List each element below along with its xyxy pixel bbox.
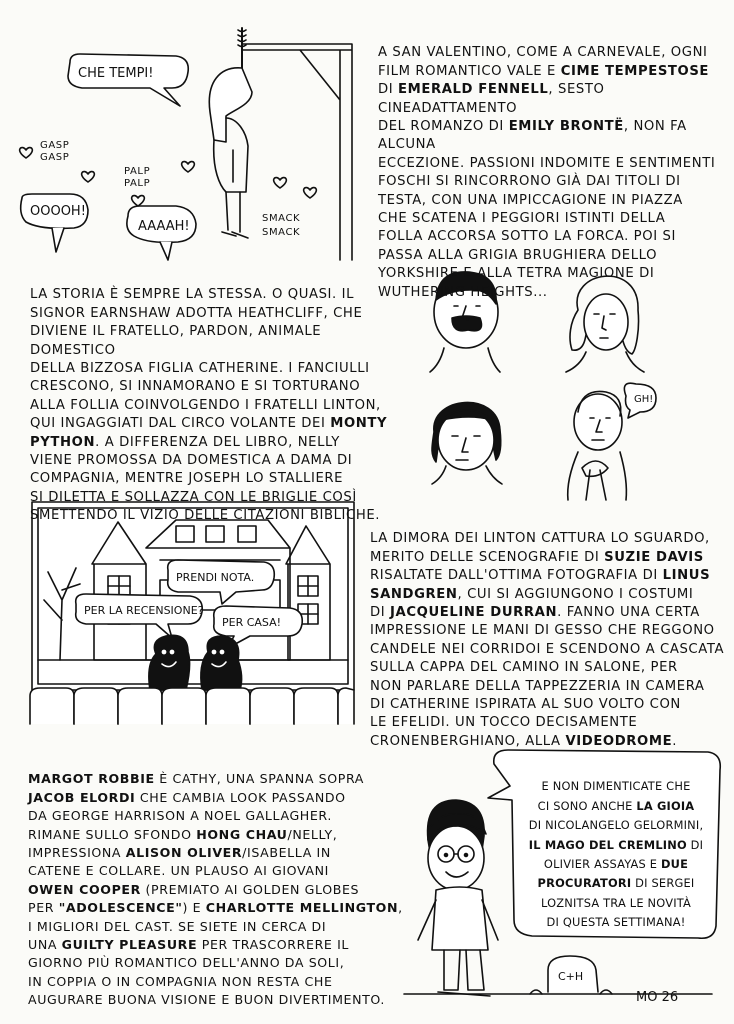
heart-icon <box>82 172 95 182</box>
aaaah-text: AAAAH! <box>138 219 190 234</box>
ooooh-text: OOOOH! <box>30 204 86 219</box>
heart-icon <box>274 178 287 188</box>
silhouette-right <box>201 636 242 690</box>
che-tempi-text: CHE TEMPI! <box>78 66 154 81</box>
artist-signature: MO 26 <box>636 990 679 1005</box>
per-la-recensione-text: PER LA RECENSIONE? <box>84 604 204 617</box>
intro-paragraph: A SAN VALENTINO, COME A CARNEVALE, OGNI FILM ROMANTICO VALE E CIME TEMPESTOSE DI EMERALD FENNELL, SESTO CINEADATTAMENTO DEL ROMANZO DI EMILY BRONTË, NON FA ALCUNA ECCEZIONE. PASSIONI INDOMITE E SENTIMENTI FOSCHI SI RINCORRONO GIÀ DAI TITOLI DI TESTA, CON UNA IMPICCAGIONE IN PIAZZA CHE SCATENA I PEGGIORI ISTINTI DELLA FOLLA ACCORSA SOTTO LA FORCA. POI SI PASSA ALLA GRIGIA BRUGHIERA DELLO YORKSHIRE E ALLA TETRA MAGIONE DI WUTHERING HEIGHTS... <box>378 45 716 300</box>
hanged-figure-hood <box>209 68 252 142</box>
heart-icon <box>182 162 195 172</box>
per-casa-text: PER CASA! <box>222 616 282 629</box>
heart-icon <box>132 196 145 206</box>
heart-icon <box>20 148 33 158</box>
prendi-nota-text: PRENDI NOTA. <box>176 571 255 584</box>
scenery-paragraph: LA DIMORA DEI LINTON CATTURA LO SGUARDO, MERITO DELLE SCENOGRAFIE DI SUZIE DAVIS RISALTATE DALL'OTTIMA FOTOGRAFIA DI LINUS SANDGREN, CUI SI AGGIUNGONO I COSTUMI DI JACQUELINE DURRAN. FANNO UNA CERTA IMPRESSIONE LE MANI DI GESSO CHE REGGONO CANDELE NEI CORRIDOI E SCENDONO A CASCATA SULLA CAPPA DEL CAMINO IN SALONE, PER NON PARLARE DELLA TAPPEZZERIA IN CAMERA DI CATHERINE ISPIRATA AL SUO VOLTO CON LE EFELIDI. UN TOCCO DECISAMENTE CRONENBERGHIANO, ALLA VIDEODROME. <box>370 531 725 749</box>
silhouette-left <box>149 635 190 690</box>
gravestone-text: C+H <box>558 970 584 983</box>
cast-paragraph: MARGOT ROBBIE È CATHY, UNA SPANNA SOPRA JACOB ELORDI CHE CAMBIA LOOK PASSANDO DA GEORGE HARRISON A NOEL GALLAGHER. RIMANE SULLO SFONDO HONG CHAU/NELLY, IMPRESSIONA ALISON OLIVER/ISABELLA IN CATENE E COLLARE. UN PLAUSO AI GIOVANI OWEN COOPER (PREMIATO AI GOLDEN GLOBES PER "ADOLESCENCE") E CHARLOTTE MELLINGTON, I MIGLIORI DEL CAST. SE SIETE IN CERCA DI UNA GUILTY PLEASURE PER TRASCORRERE IL GIORNO PIÙ ROMANTICO DELL'ANNO DA SOLI, IN COPPIA O IN COMPAGNIA NON RESTA CHE AUGURARE BUONA VISIONE E BUON DIVERTIMENTO. <box>28 771 403 1008</box>
moustache <box>452 316 482 331</box>
palp-sfx: PALP PALP <box>124 166 151 189</box>
smack-sfx: SMACK SMACK <box>262 213 301 238</box>
story-paragraph: LA STORIA È SEMPRE LA STESSA. O QUASI. IL SIGNOR EARNSHAW ADOTTA HEATHCLIFF, CHE DIVIENE IL FRATELLO, PARDON, ANIMALE DOMESTICO DELLA BIZZOSA FIGLIA CATHERINE. I FANCIULLI CRESCONO, SI INNAMORANO E SI TORTURANO ALLA FOLLIA COINVOLGENDO I FRATELLI LINTON, QUI INGAGGIATI DAL CIRCO VOLANTE DEI MONTY PYTHON. A DIFFERENZA DEL LIBRO, NELLY VIENE PROMOSSA DA DOMESTICA A DAMA DI COMPAGNIA, MENTRE JOSEPH LO STALLIERE SI DILETTA E SOLLAZZA CON LE BRIGLIE COSÌ SMETTENDO IL VIZIO DELLE CITAZIONI BIBLICHE. <box>30 287 388 524</box>
gh-text: GH! <box>634 394 654 405</box>
gasp-sfx: GASP GASP <box>40 140 70 163</box>
final-bubble-text: E NON DIMENTICATE CHE CI SONO ANCHE LA GIOIA DI NICOLANGELO GELORMINI, IL MAGO DEL CREMLINO DI OLIVIER ASSAYAS E DUE PROCURATORI DI SERGEI LOZNITSA TRA LE NOVITÀ DI QUESTA SETTIMANA! <box>528 779 704 930</box>
heart-icon <box>304 188 317 198</box>
characters-panel <box>430 272 656 500</box>
